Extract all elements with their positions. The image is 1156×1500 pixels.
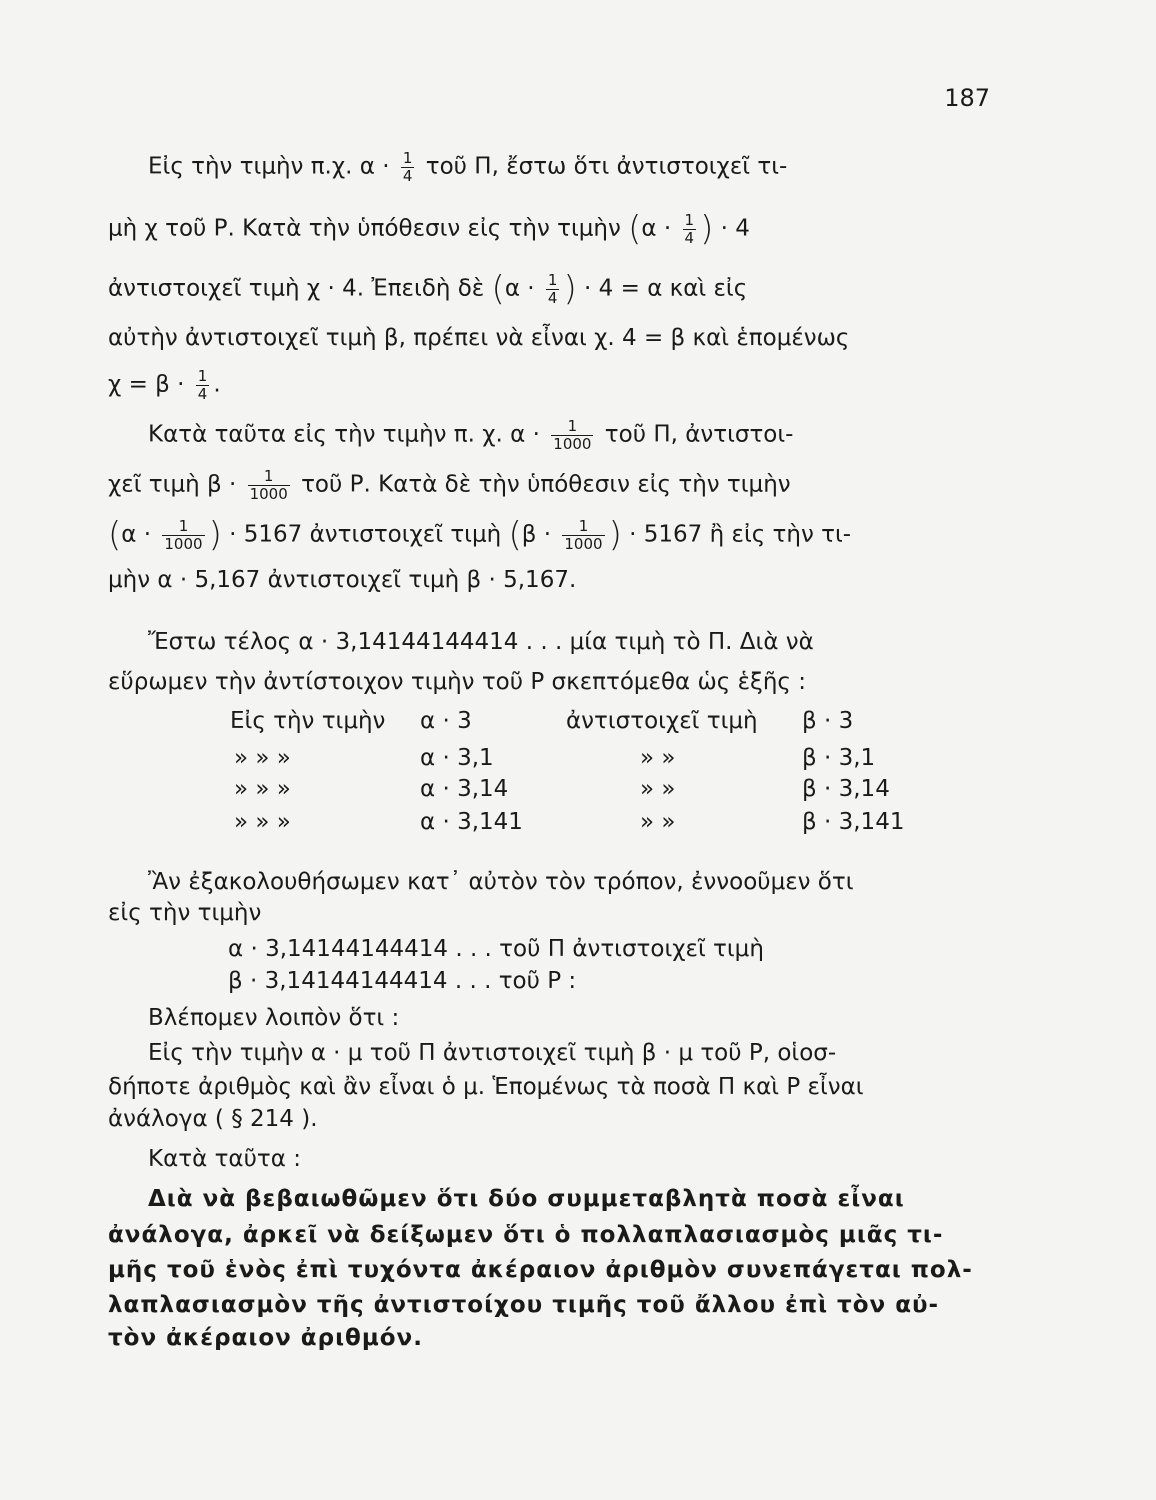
text-span: · 5167 ἢ εἰς τὴν τι- — [629, 521, 852, 548]
text-span: · 4 — [720, 215, 750, 242]
table-cell: α · 3,141 — [420, 809, 523, 835]
fraction — [546, 272, 560, 306]
text-span: χεῖ τιμὴ β · — [108, 471, 237, 498]
open-paren: ( — [508, 515, 522, 555]
fraction-numerator: 1 — [578, 517, 589, 535]
table-cell: ἀντιστοιχεῖ τιμὴ — [566, 708, 758, 734]
fraction-denominator: 1000 — [249, 484, 288, 503]
text-line: αὐτὴν ἀντιστοιχεῖ τιμὴ β, πρέπει νὰ εἶναι χ. 4 = β καὶ ἑπομένως — [108, 325, 850, 351]
text-line — [108, 368, 221, 402]
text-span: · 4 = α καὶ εἰς — [584, 275, 748, 302]
text-line: Κατὰ ταῦτα : — [148, 1146, 301, 1172]
text-line: μὴν α · 5,167 ἀντιστοιχεῖ τιμὴ β · 5,167. — [108, 567, 577, 593]
fraction-numerator: 1 — [197, 367, 208, 385]
text-line: Ἔστω τέλος α · 3,14144144414 . . . μία τιμὴ τὸ Π. Διὰ νὰ — [148, 629, 814, 655]
text-line — [148, 418, 793, 452]
text-line — [108, 269, 748, 309]
table-cell: » » » — [234, 809, 291, 835]
fraction-denominator: 4 — [684, 228, 695, 247]
fraction-denominator: 4 — [402, 166, 413, 185]
text-line: α · 3,14144144414 . . . τοῦ Π ἀντιστοιχεῖ τιμὴ — [228, 936, 764, 962]
table-cell: » » — [640, 745, 676, 771]
text-line: β · 3,14144144414 . . . τοῦ Ρ : — [228, 968, 577, 994]
fraction-denominator: 1000 — [564, 534, 603, 553]
text-line: ἀνάλογα, ἀρκεῖ νὰ δείξωμεν ὅτι ὁ πολλαπλασιασμὸς μιᾶς τι- — [108, 1222, 944, 1248]
table-cell: α · 3,14 — [420, 776, 509, 802]
fraction — [551, 418, 593, 452]
text-span: ἀντιστοιχεῖ τιμὴ χ · 4. Ἐπειδὴ δὲ — [108, 275, 485, 302]
text-line: λαπλασιασμὸν τῆς ἀντιστοίχου τιμῆς τοῦ ἄλλου ἐπὶ τὸν αὐ- — [108, 1292, 940, 1318]
fraction-numerator: 1 — [567, 417, 578, 435]
text-line: Βλέπομεν λοιπὸν ὅτι : — [148, 1005, 400, 1031]
text-span: · 5167 ἀντιστοιχεῖ τιμὴ — [229, 521, 502, 548]
table-cell: » » — [640, 809, 676, 835]
text-line: εἰς τὴν τιμὴν — [108, 900, 262, 926]
text-line: ἀνάλογα ( § 214 ). — [108, 1106, 318, 1132]
text-line: Εἰς τὴν τιμὴν α · μ τοῦ Π ἀντιστοιχεῖ τιμὴ β · μ τοῦ Ρ, οἱοσ- — [148, 1040, 837, 1066]
text-span: . — [213, 371, 221, 398]
text-span: τοῦ Ρ. Κατὰ δὲ τὴν ὑπόθεσιν εἰς τὴν τιμὴν — [301, 471, 791, 498]
fraction — [683, 212, 697, 246]
text-line: τὸν ἀκέραιον ἀριθμόν. — [108, 1325, 423, 1351]
table-cell: β · 3,1 — [802, 745, 876, 771]
text-span: τοῦ Π, ἔστω ὅτι ἀντιστοιχεῖ τι- — [425, 153, 788, 180]
table-cell: β · 3,141 — [802, 809, 905, 835]
fraction-numerator: 1 — [178, 517, 189, 535]
fraction-denominator: 4 — [197, 384, 208, 403]
text-span: Εἰς τὴν τιμὴν π.χ. α · — [148, 153, 390, 180]
fraction — [162, 518, 204, 552]
close-paren: ) — [700, 209, 714, 249]
text-span: Κατὰ ταῦτα εἰς τὴν τιμὴν π. χ. α · — [148, 421, 540, 448]
open-paren: ( — [108, 515, 122, 555]
fraction-denominator: 1000 — [553, 434, 592, 453]
text-span: α · — [641, 215, 672, 242]
fraction-numerator: 1 — [402, 149, 413, 167]
table-cell: Εἰς τὴν τιμὴν — [230, 708, 386, 734]
table-cell: » » » — [234, 776, 291, 802]
fraction-numerator: 1 — [547, 271, 558, 289]
fraction-denominator: 4 — [547, 288, 558, 307]
fraction-denominator: 1000 — [164, 534, 203, 553]
fraction — [562, 518, 604, 552]
text-span: β · — [521, 521, 552, 548]
table-cell: » » » — [234, 745, 291, 771]
text-line: μῆς τοῦ ἑνὸς ἐπὶ τυχόντα ἀκέραιον ἀριθμὸν συνεπάγεται πολ- — [108, 1257, 973, 1283]
text-line: Διὰ νὰ βεβαιωθῶμεν ὅτι δύο συμμεταβλητὰ ποσὰ εἶναι — [148, 1186, 905, 1212]
text-span: α · — [504, 275, 535, 302]
text-line: εὕρωμεν τὴν ἀντίστοιχον τιμὴν τοῦ Ρ σκεπτόμεθα ὡς ἑξῆς : — [108, 669, 806, 695]
text-line: Ἂν ἐξακολουθήσωμεν κατ᾽ αὐτὸν τὸν τρόπον, ἐννοοῦμεν ὅτι — [148, 869, 854, 895]
table-cell: » » — [640, 776, 676, 802]
text-line — [148, 150, 787, 184]
open-paren: ( — [628, 209, 642, 249]
text-line — [108, 468, 791, 502]
open-paren: ( — [491, 269, 505, 309]
fraction — [196, 368, 210, 402]
table-cell: β · 3 — [802, 708, 854, 734]
fraction — [401, 150, 415, 184]
text-span: α · — [121, 521, 152, 548]
fraction-numerator: 1 — [684, 211, 695, 229]
close-paren: ) — [563, 269, 577, 309]
page-number: 187 — [944, 84, 990, 112]
fraction-numerator: 1 — [263, 467, 274, 485]
close-paren: ) — [608, 515, 622, 555]
text-span: μὴ χ τοῦ Ρ. Κατὰ τὴν ὑπόθεσιν εἰς τὴν τιμὴν — [108, 215, 621, 242]
fraction — [248, 468, 290, 502]
text-line — [108, 209, 750, 249]
table-cell: β · 3,14 — [802, 776, 890, 802]
text-line: δήποτε ἀριθμὸς καὶ ἂν εἶναι ὁ μ. Ἑπομένως τὰ ποσὰ Π καὶ Ρ εἶναι — [108, 1074, 864, 1100]
text-span: τοῦ Π, ἀντιστοι- — [604, 421, 794, 448]
table-cell: α · 3,1 — [420, 745, 494, 771]
table-cell: α · 3 — [420, 708, 472, 734]
close-paren: ) — [208, 515, 222, 555]
text-span: χ = β · — [108, 371, 185, 398]
text-line — [108, 515, 852, 555]
